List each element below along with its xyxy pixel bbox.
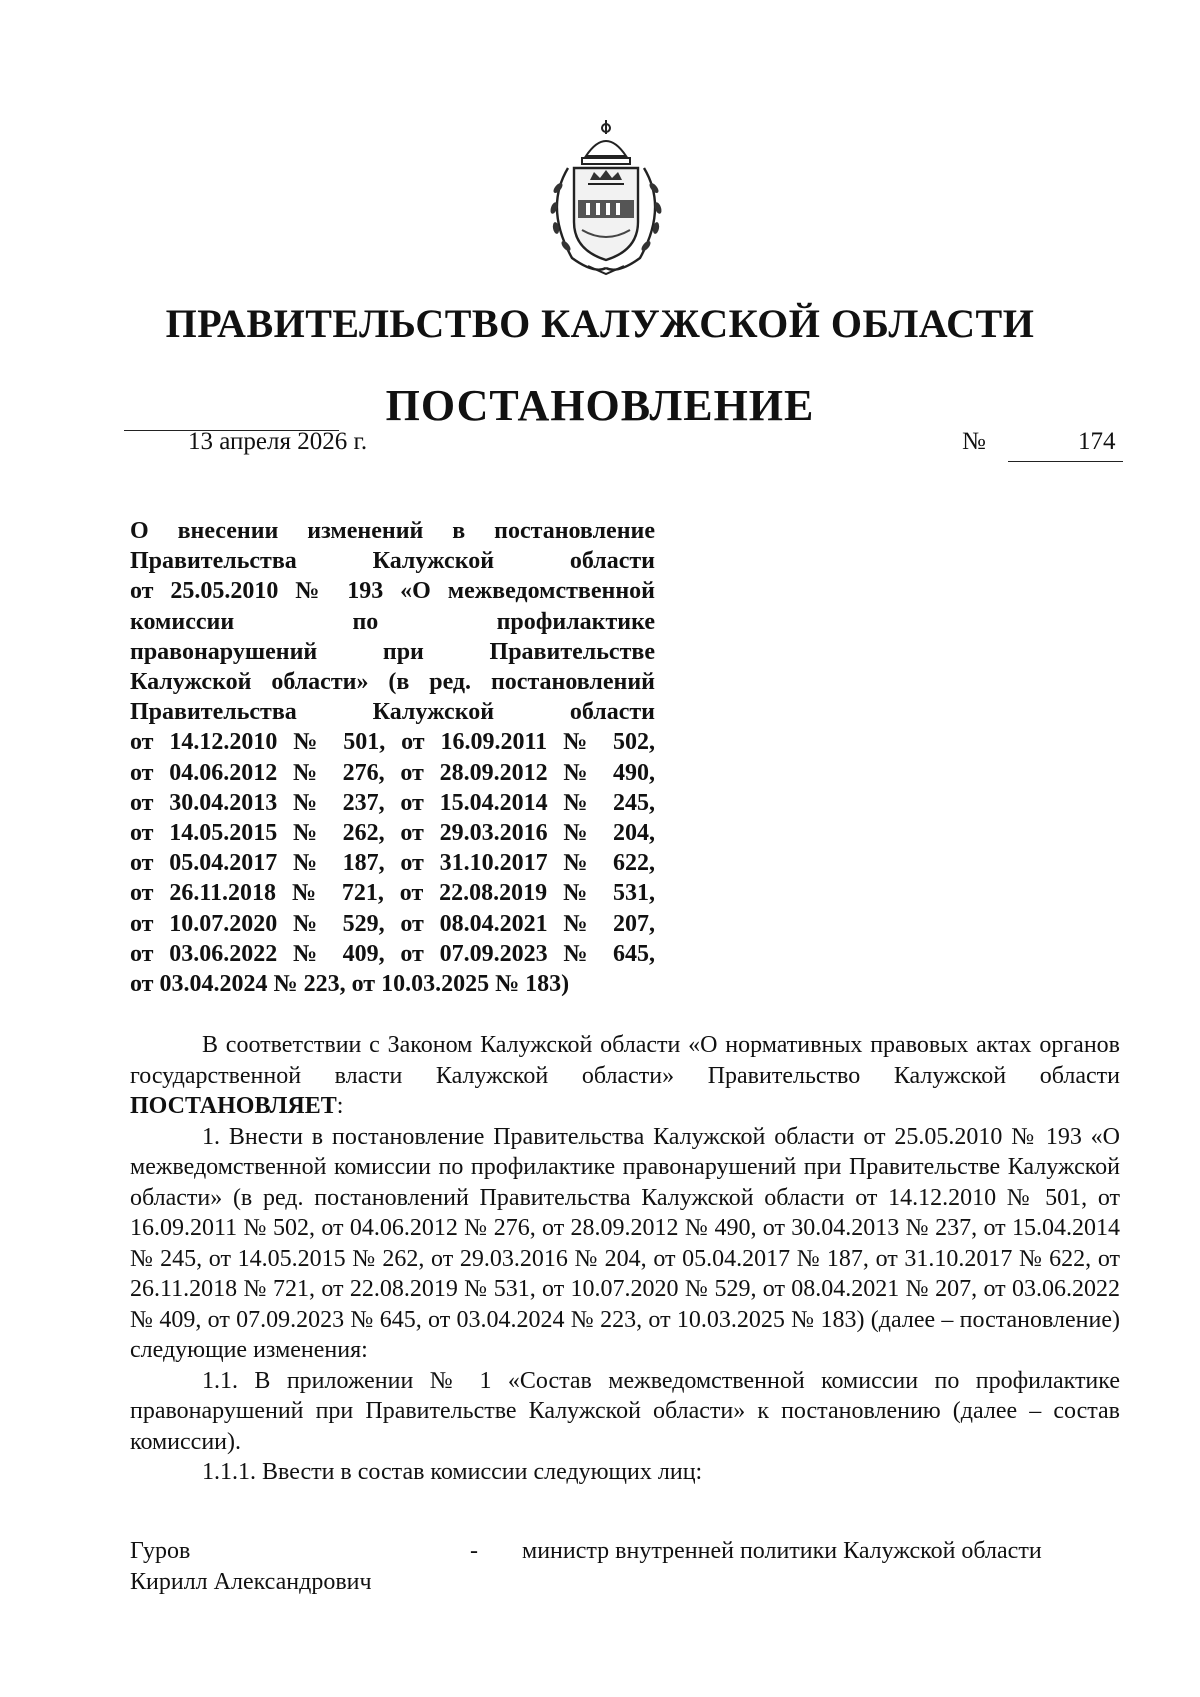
- subject-line: Правительства Калужской области: [130, 699, 655, 726]
- item-1-paragraph: 1. Внести в постановление Правительства Калужской области от 25.05.2010 № 193 «О межведомственной комиссии по профилактике правонарушений при Правительстве Калужской области» (в ред. постановлений Правительства Калужской области от 14.12.2010 № 501, от 16.09.2011 № 502, от 04.06.2012 № 276, от 28.09.2012 № 490, от 30.04.2013 № 237, от 15.04.2014 № 245, от 14.05.2015 № 262, от 29.03.2016 № 204, от 05.04.2017 № 187, от 31.10.2017 № 622, от 26.11.2018 № 721, от 22.08.2019 № 531, от 10.07.2020 № 529, от 08.04.2021 № 207, от 03.06.2022 № 409, от 07.09.2023 № 645, от 03.04.2024 № 223, от 10.03.2025 № 183) (далее – постановление) следующие изменения:: [130, 1123, 1120, 1363]
- member-surname: Гуров: [130, 1538, 191, 1564]
- government-title: ПРАВИТЕЛЬСТВО КАЛУЖСКОЙ ОБЛАСТИ: [165, 301, 1035, 346]
- subject-line: от 10.07.2020 № 529, от 08.04.2021 № 207,: [130, 910, 655, 937]
- member-name: [130, 1536, 430, 1598]
- subject-line: правонарушений при Правительстве: [130, 638, 655, 665]
- document-body: [130, 1030, 1120, 1488]
- item-1-1-1-paragraph: 1.1.1. Ввести в состав комиссии следующих лиц:: [202, 1459, 703, 1485]
- preamble-text: В соответствии с Законом Калужской области «О нормативных правовых актах органов государственной власти Калужской области» Правительство Калужской области: [130, 1032, 1120, 1089]
- coat-of-arms-icon: [538, 118, 674, 278]
- item-1-1-paragraph: 1.1. В приложении № 1 «Состав межведомственной комиссии по профилактике правонарушений при Правительстве Калужской области» к постановлению (далее – состав комиссии).: [130, 1367, 1120, 1455]
- member-dash: -: [470, 1538, 478, 1564]
- subject-line: комиссии по профилактике: [130, 608, 655, 635]
- subject-line: от 14.05.2015 № 262, от 29.03.2016 № 204,: [130, 820, 655, 847]
- subject-line: О внесении изменений в постановление: [130, 518, 655, 544]
- subject-line: от 03.04.2024 № 223, от 10.03.2025 № 183): [130, 971, 570, 998]
- decree-colon: :: [336, 1093, 344, 1119]
- subject-line: от 03.06.2022 № 409, от 07.09.2023 № 645,: [130, 940, 655, 967]
- subject-line: от 26.11.2018 № 721, от 22.08.2019 № 531,: [130, 880, 655, 907]
- document-date: 13 апреля 2026 г.: [188, 428, 368, 455]
- preamble-paragraph: [130, 1030, 1120, 1122]
- member-given-names: Кирилл Александрович: [130, 1569, 372, 1595]
- subject-line: от 25.05.2010 № 193 «О межведомственной: [130, 578, 655, 605]
- subject-heading: [130, 516, 655, 999]
- number-underline: [1008, 461, 1123, 462]
- subject-line: от 30.04.2013 № 237, от 15.04.2014 № 245,: [130, 789, 655, 816]
- member-role: министр внутренней политики Калужской области: [522, 1538, 1042, 1564]
- decree-word: ПОСТАНОВЛЯЕТ: [130, 1093, 337, 1119]
- subject-line: от 14.12.2010 № 501, от 16.09.2011 № 502,: [130, 729, 655, 756]
- subject-line: от 05.04.2017 № 187, от 31.10.2017 № 622,: [130, 850, 655, 877]
- number-sign: №: [962, 428, 986, 455]
- document-number: 174: [1078, 428, 1116, 455]
- subject-line: Калужской области» (в ред. постановлений: [130, 669, 655, 696]
- document-type-title: ПОСТАНОВЛЕНИЕ: [385, 381, 815, 430]
- subject-line: от 04.06.2012 № 276, от 28.09.2012 № 490,: [130, 759, 655, 786]
- subject-line: Правительства Калужской области: [130, 548, 655, 575]
